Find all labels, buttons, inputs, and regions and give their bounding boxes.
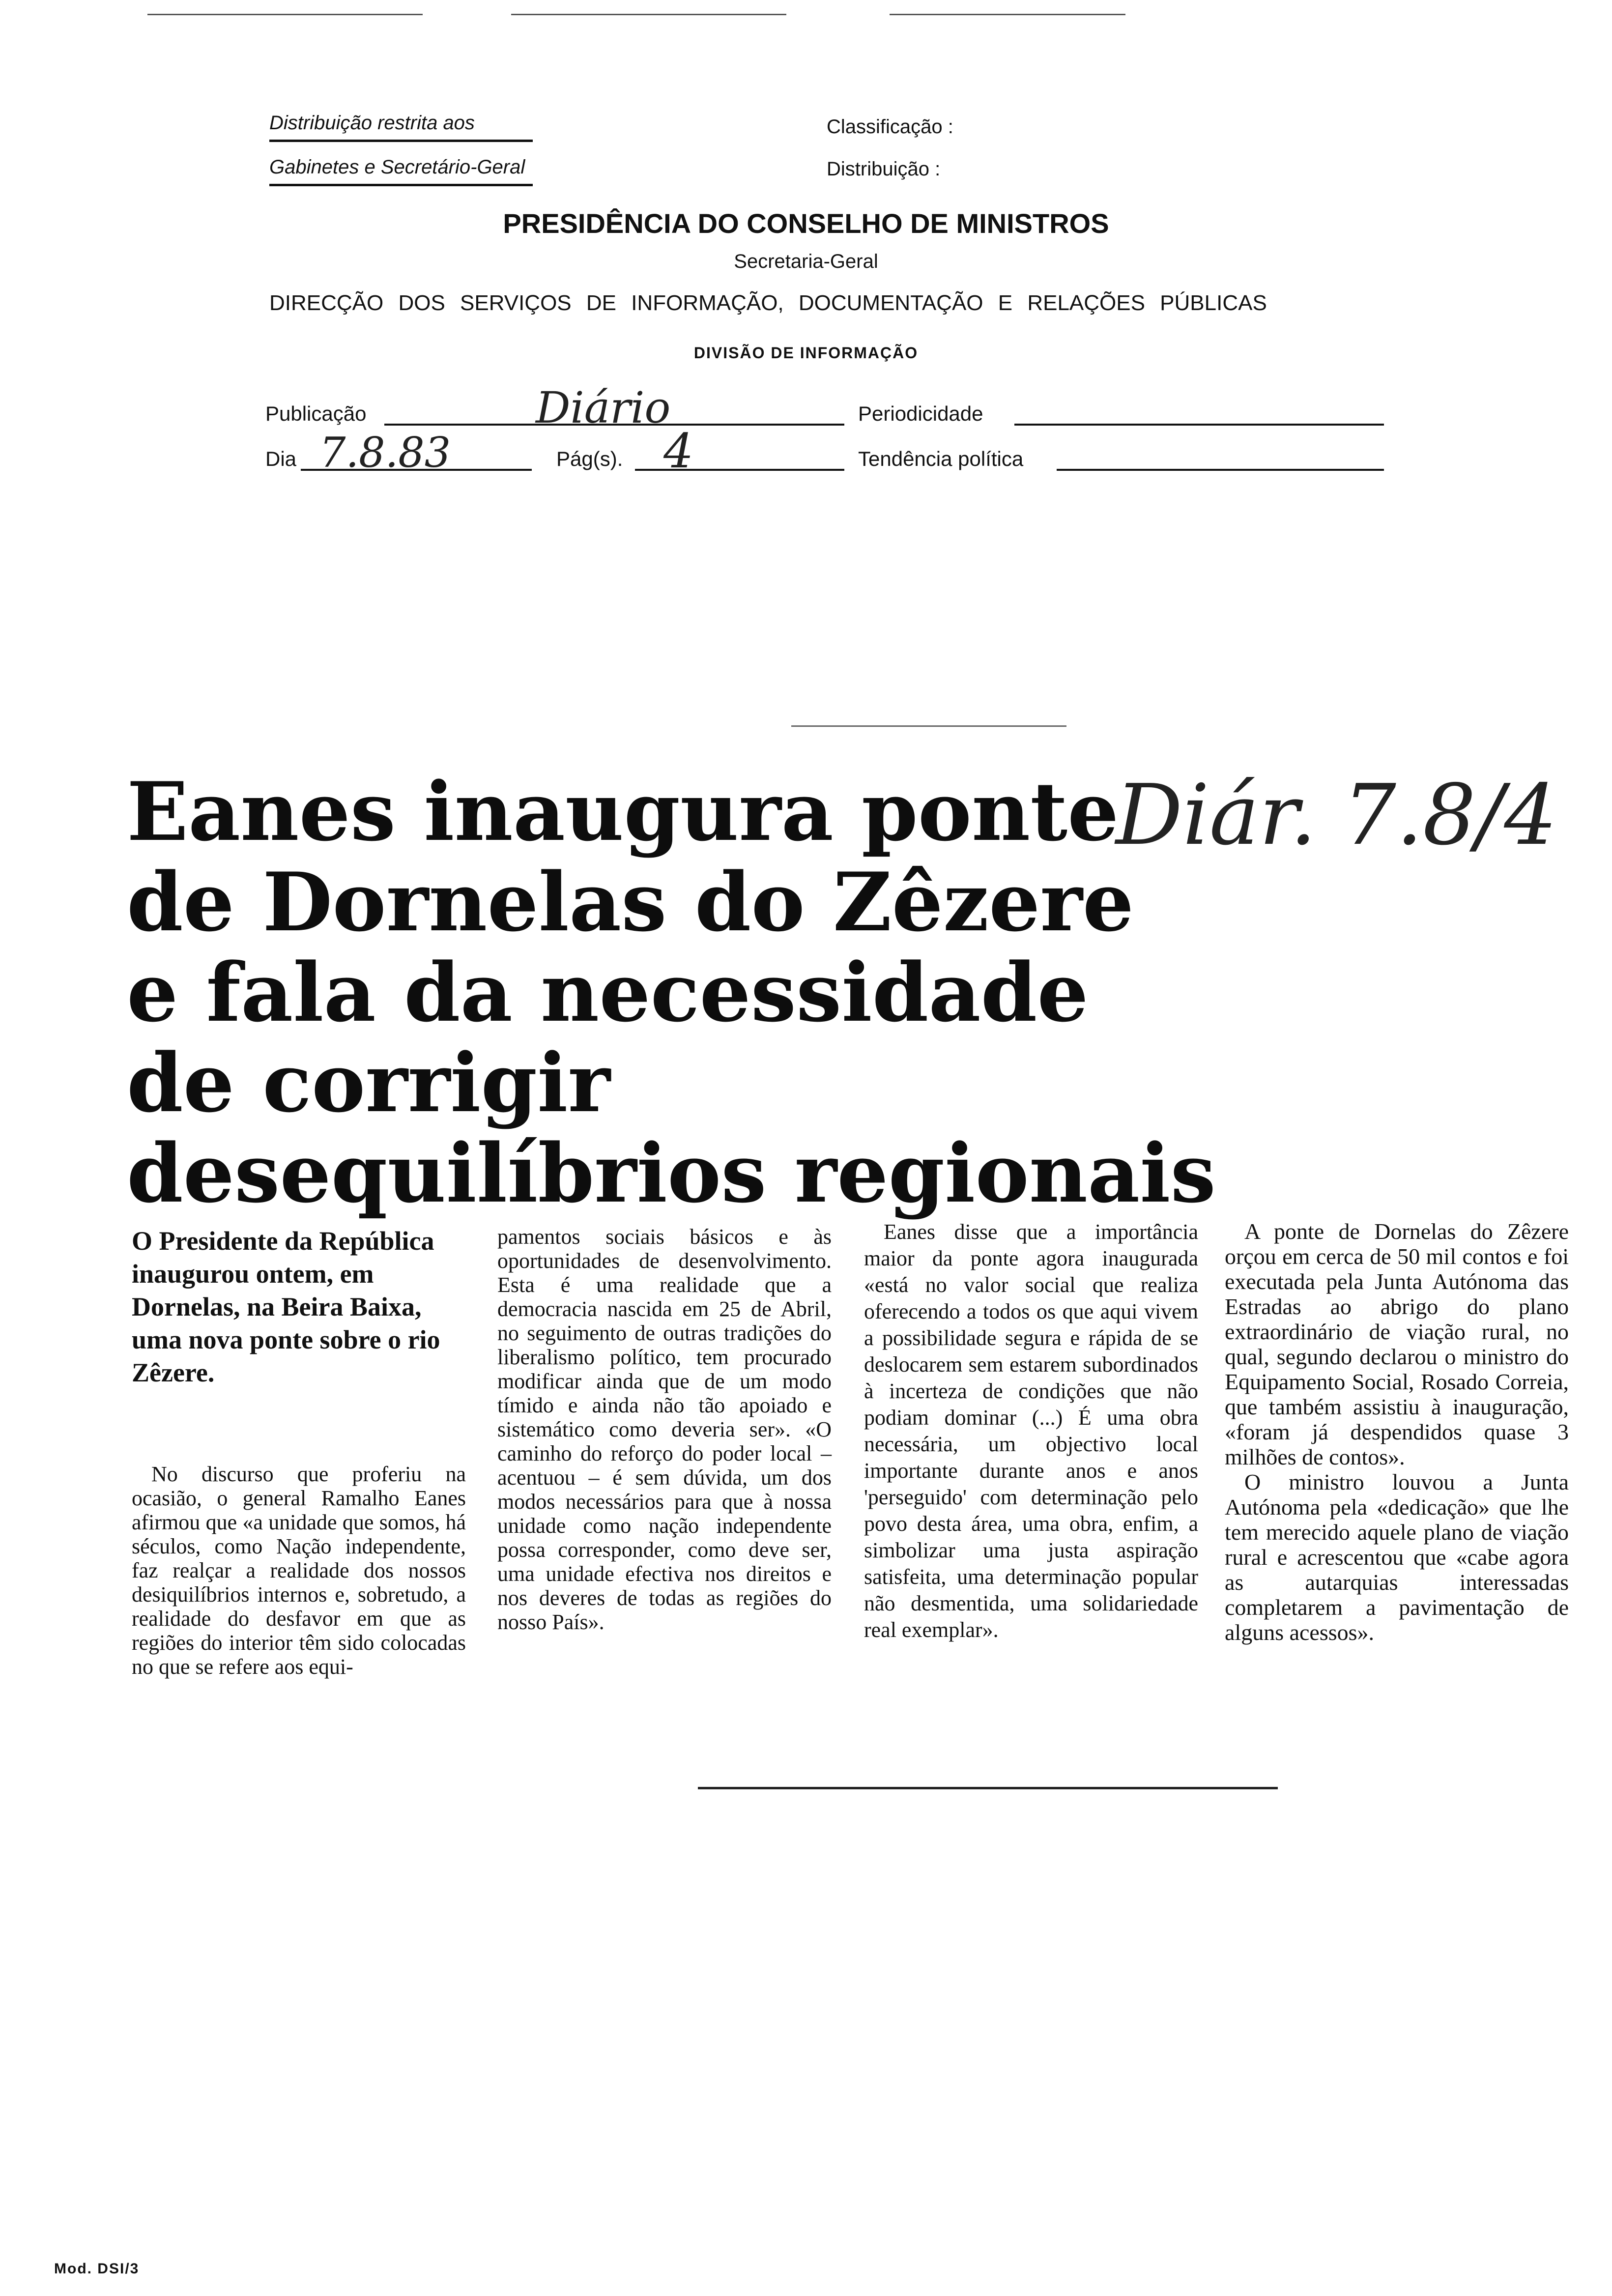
pags-label: Pág(s).: [556, 447, 623, 470]
headline-line-1: Eanes inaugura ponte: [127, 764, 1119, 859]
article-column-4: [1225, 1219, 1569, 1645]
directorate-title: DIRECÇÃO DOS SERVIÇOS DE INFORMAÇÃO, DOCUMENTAÇÃO E RELAÇÕES PÚBLICAS: [269, 291, 1267, 315]
dia-label: Dia: [265, 447, 297, 470]
restricted-distribution-rule2: [269, 184, 533, 186]
headline-line-2: de Dornelas do Zêzere: [127, 855, 1134, 949]
headline-line-5: desequilíbrios regionais: [127, 1126, 1216, 1221]
top-rule-center: [511, 14, 786, 15]
tendencia-line: [1057, 469, 1384, 471]
lead-paragraph: O Presidente da República inaugurou ontem, em Dornelas, na Beira Baixa, uma nova ponte sobre o rio Zêzere.: [132, 1226, 440, 1387]
article-column-3: [864, 1219, 1198, 1643]
column-3-text: Eanes disse que a importância maior da ponte agora inaugurada «está no valor social que realiza oferecendo a todos os que aqui vivem a possibilidade segura e rápida de se deslocarem sem estarem subordinados à incerteza de condições que não podiam dominar (...) É uma obra necessária, um objectivo local importante durante anos e anos 'perseguido' com determinação pelo povo desta área, uma obra, enfim, a simbolizar uma justa aspiração satisfeita, uma determinação popular não desmentida, uma solidariedade real exemplar».: [864, 1220, 1198, 1642]
publicacao-label: Publicação: [265, 402, 367, 425]
column-1-text: No discurso que proferiu na ocasião, o general Ramalho Eanes afirmou que «a unidade que somos, há séculos, como Nação independente, faz realçar a realidade dos nossos desiquilíbrios internos e, sobretudo, a realidade do desfavor em que as regiões do interior têm sido colocadas no que se refere aos equi-: [132, 1462, 466, 1679]
top-rule-left: [147, 14, 423, 15]
tendencia-label: Tendência política: [858, 447, 1024, 470]
clipping-top-mark: [791, 725, 1066, 727]
article-column-2: [497, 1225, 832, 1634]
pags-handwritten: 4: [663, 424, 694, 479]
form-code: Mod. DSI/3: [54, 2261, 140, 2277]
dia-handwritten: 7.8.83: [319, 429, 451, 477]
column-4-paragraph-1: A ponte de Dornelas do Zêzere orçou em cerca de 50 mil contos e foi executada pela Junta Autónoma das Estradas ao abrigo do plano extraordinário de viação rural, no qual, segundo declarou o ministro do Equipamento Social, Rosado Correia, que também assistiu à inauguração, «foram já despendidos quase 3 milhões de contos».: [1225, 1219, 1569, 1469]
headline: [127, 764, 1216, 1221]
article-column-1: [132, 1462, 466, 1679]
division-title: DIVISÃO DE INFORMAÇÃO: [693, 344, 919, 362]
restricted-distribution-rule1: [269, 140, 533, 142]
restricted-distribution-line1: Distribuição restrita aos: [269, 112, 475, 134]
classificacao-label: Classificação :: [827, 116, 953, 138]
top-rule-right: [890, 14, 1125, 15]
article-end-rule: [698, 1787, 1278, 1789]
periodicidade-line: [1014, 424, 1384, 426]
restricted-distribution-line2: Gabinetes e Secretário-Geral: [269, 156, 525, 178]
secretariat-title: Secretaria-Geral: [734, 251, 878, 272]
distribuicao-label: Distribuição :: [827, 158, 941, 180]
headline-line-4: de corrigir: [127, 1035, 610, 1130]
handwritten-source-note: Diár. 7.8/4: [1116, 767, 1557, 864]
column-4-paragraph-2: O ministro louvou a Junta Autónoma pela «dedicação» que lhe tem merecido aquele plano de viação rural e acrescentou que «cabe agora as autarquias interessadas completarem a pavimentação de alguns acessos».: [1225, 1469, 1569, 1645]
column-2-text: pamentos sociais básicos e às oportunidades de desenvolvimento. Esta é uma realidade que a democracia nascida em 25 de Abril, no seguimento de outras tradições do liberalismo político, tem procurado modificar ainda que de um modo tímido e ainda não tão apoiado e sistemático como deveria ser». «O caminho do reforço do poder local – acentuou – é sem dúvida, um dos modos necessários para que à nossa unidade como nação independente possa corresponder, como deve ser, uma unidade efectiva nos direitos e nos deveres de todas as regiões do nosso País».: [497, 1225, 832, 1634]
publicacao-handwritten: Diário: [536, 382, 671, 433]
periodicidade-label: Periodicidade: [858, 402, 983, 425]
ministry-title: PRESIDÊNCIA DO CONSELHO DE MINISTROS: [503, 208, 1109, 239]
headline-line-3: e fala da necessidade: [127, 945, 1089, 1040]
